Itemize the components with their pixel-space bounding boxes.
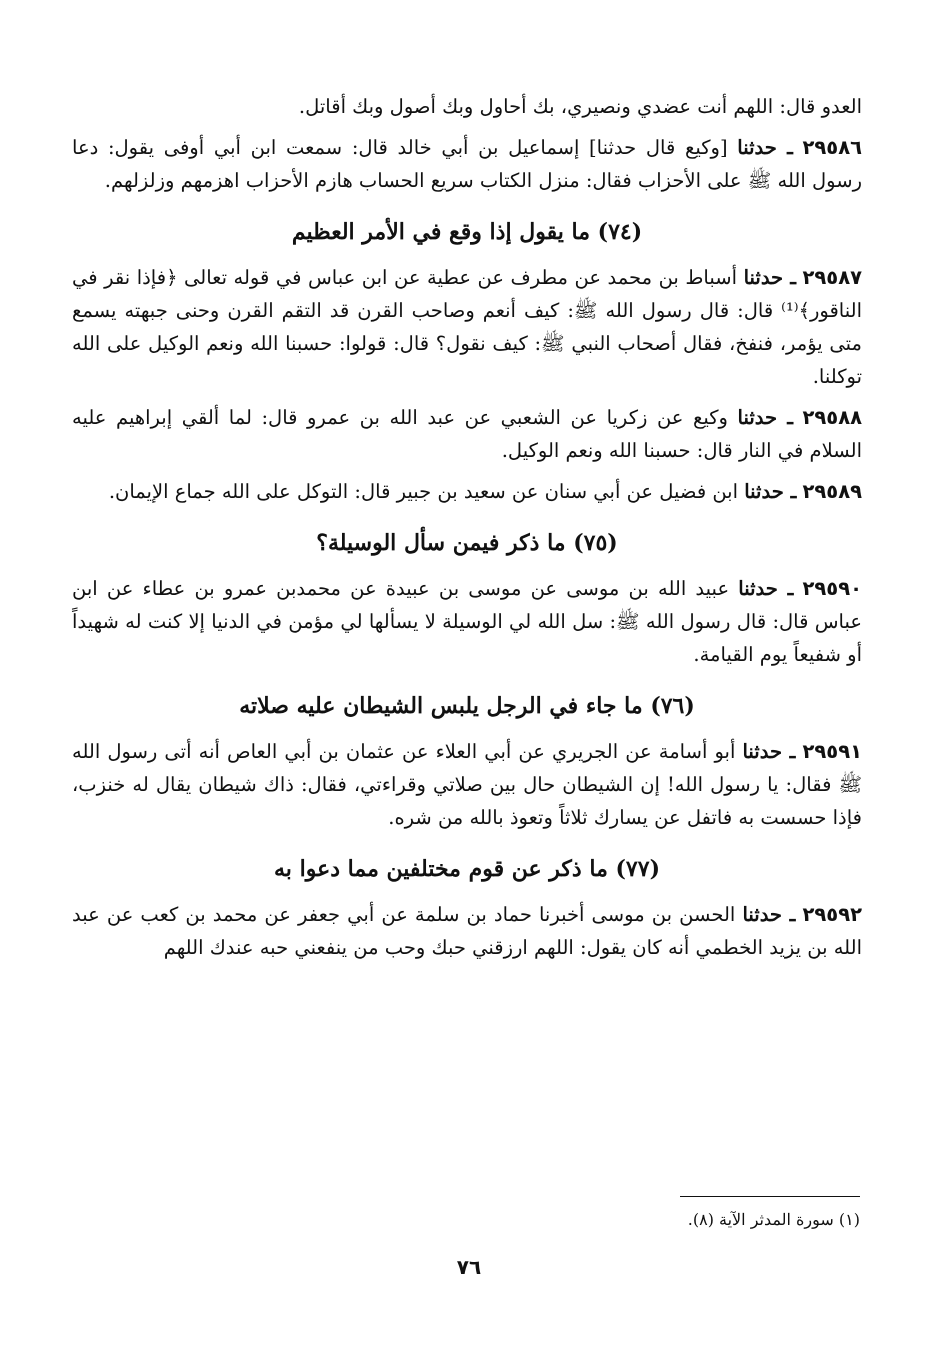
hadith-text: أسباط بن محمد عن مطرف عن عطية عن ابن عباس في قوله تعالى ﴿فإذا نقر في الناقور﴾⁽¹⁾ قال: قال رسول الله ﷺ: كيف أنعم وصاحب القرن قد التقم القرن وحنى جبهته يسمع متى يؤمر، فنفخ، فقال أصحاب النبي ﷺ: كيف نقول؟ قال: قولوا: حسبنا الله ونعم الوكيل على الله توكلنا.	[72, 266, 862, 388]
hadith-number: ٢٩٥٨٧	[802, 266, 863, 289]
hadith-lead: ـ حدثنا	[738, 577, 794, 600]
hadith-text: ابن فضيل عن أبي سنان عن سعيد بن جبير قال: التوكل على الله جماع الإيمان.	[108, 480, 739, 503]
hadith-number: ٢٩٥٨٦	[802, 136, 862, 159]
paragraph-continuation: العدو قال: اللهم أنت عضدي ونصيري، بك أحاول وبك أصول وبك أقاتل.	[298, 95, 862, 118]
hadith-text: أبو أسامة عن الجريري عن أبي العلاء عن عثمان بن أبي العاص أنه أتى رسول الله ﷺ فقال: يا رسول الله! إن الشيطان حال بين صلاتي وقراءتي، فقال: ذاك شيطان يقال له خنزب، فإذا حسست به فاتفل عن يسارك ثلاثاً وتعوذ بالله من شره.	[72, 740, 862, 829]
section-heading-74: (٧٤) ما يقول إذا وقع في الأمر العظيم	[291, 219, 643, 245]
hadith-29589	[72, 475, 862, 508]
hadith-text: وكيع عن زكريا عن الشعبي عن عبد الله بن عمرو قال: لما ألقي إبراهيم عليه السلام في النار قال: حسبنا الله ونعم الوكيل.	[72, 406, 862, 462]
hadith-29590	[72, 572, 862, 671]
hadith-29588	[72, 401, 862, 467]
footnote-divider	[680, 1196, 860, 1197]
hadith-lead: ـ حدثنا	[743, 266, 796, 289]
hadith-29586	[72, 131, 862, 197]
hadith-29592	[72, 898, 862, 964]
hadith-29591	[72, 735, 862, 834]
hadith-text: عبيد الله بن موسى عن موسى بن عبيدة عن محمدبن عمرو بن عطاء عن ابن عباس قال: قال رسول الله ﷺ: سل الله لي الوسيلة لا يسألها لي مؤمن في الدنيا إلا كنت له شهيداً أو شفيعاً يوم القيامة.	[72, 577, 862, 666]
section-heading-75: (٧٥) ما ذكر فيمن سأل الوسيلة؟	[316, 530, 618, 556]
hadith-lead: ـ حدثنا	[744, 480, 797, 503]
section-heading-76: (٧٦) ما جاء في الرجل يلبس الشيطان عليه صلاته	[239, 693, 695, 719]
hadith-lead: ـ حدثنا	[737, 136, 793, 159]
section-heading-77: (٧٧) ما ذكر عن قوم مختلفين مما دعوا به	[274, 856, 660, 882]
hadith-number: ٢٩٥٩٠	[802, 577, 862, 600]
hadith-number: ٢٩٥٩١	[802, 740, 863, 763]
hadith-number: ٢٩٥٩٢	[802, 903, 863, 926]
hadith-number: ٢٩٥٨٩	[802, 480, 862, 503]
hadith-text: الحسن بن موسى أخبرنا حماد بن سلمة عن أبي جعفر عن محمد بن كعب عن عبد الله بن يزيد الخطمي أنه كان يقول: اللهم ارزقني حبك وحب من ينفعني حبه عندك اللهم	[72, 903, 862, 959]
hadith-text: [وكيع قال حدثنا] إسماعيل بن أبي خالد قال: سمعت ابن أبي أوفى يقول: دعا رسول الله ﷺ على الأحزاب فقال: منزل الكتاب سريع الحساب هازم الأحزاب اهزمهم وزلزلهم.	[72, 136, 862, 192]
page-number: ٧٦	[456, 1255, 482, 1279]
hadith-number: ٢٩٥٨٨	[802, 406, 862, 429]
footnote: (١) سورة المدثر الآية (٨).	[687, 1210, 860, 1229]
page-body	[72, 90, 862, 964]
hadith-lead: ـ حدثنا	[742, 903, 796, 926]
hadith-lead: ـ حدثنا	[737, 406, 793, 429]
hadith-lead: ـ حدثنا	[742, 740, 796, 763]
hadith-29587	[72, 261, 862, 393]
